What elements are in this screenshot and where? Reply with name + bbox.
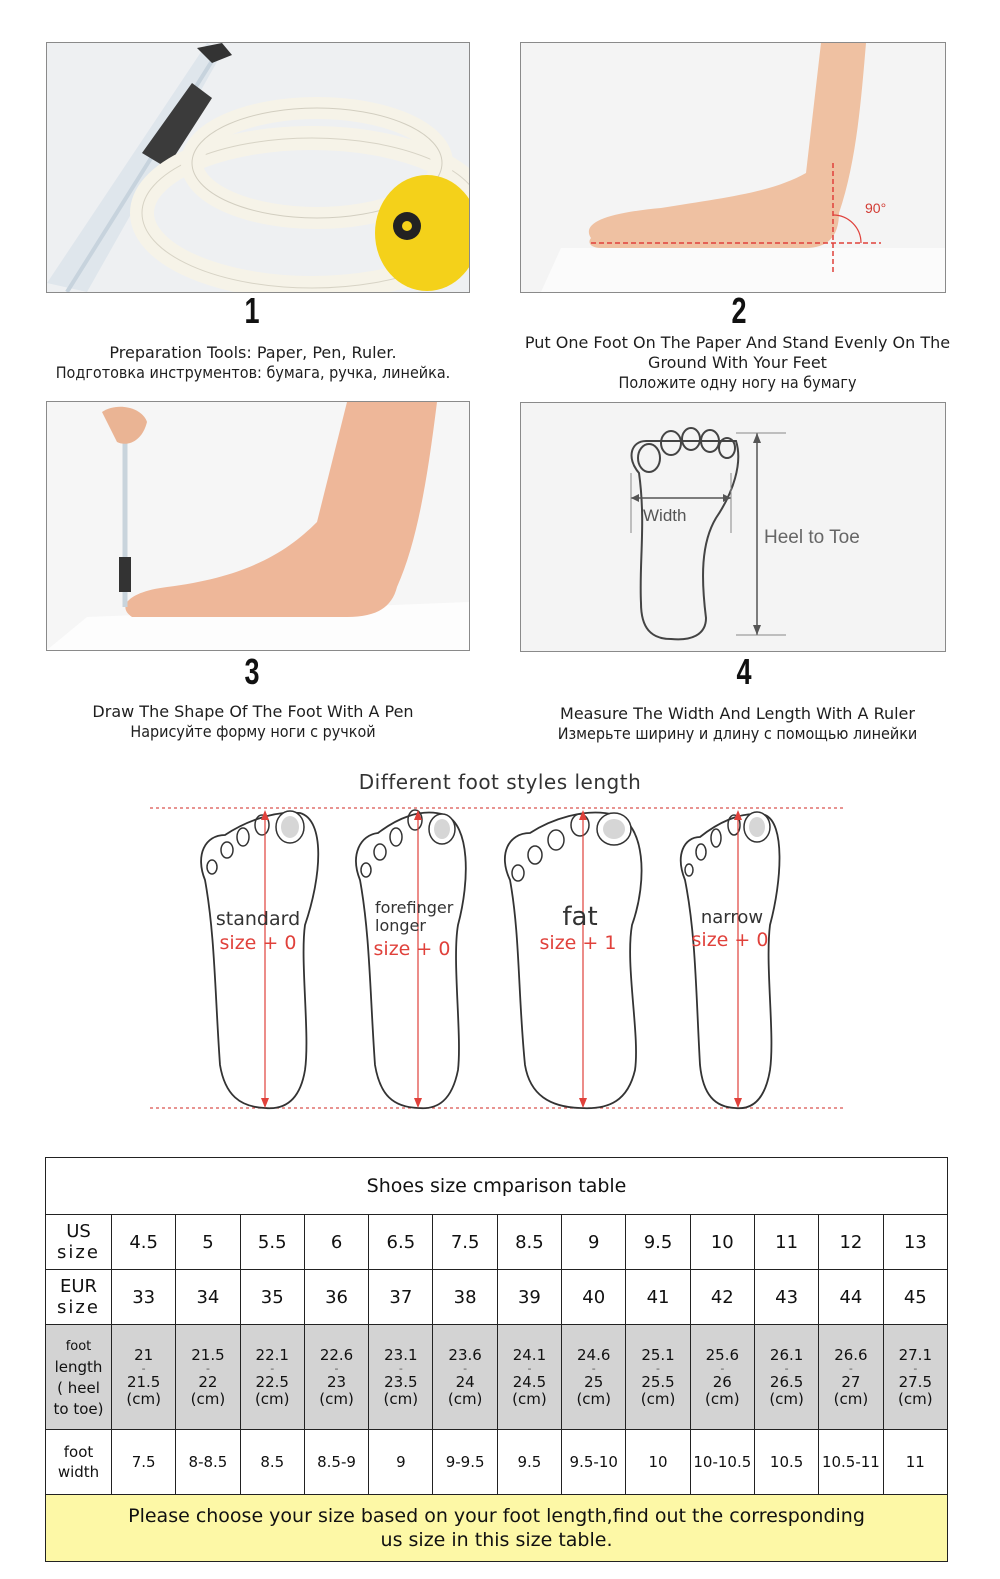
width-cell: 9-9.5: [433, 1430, 497, 1495]
us-cell: 11: [754, 1215, 818, 1270]
length-cell: 23.6 - 24 (cm): [433, 1325, 497, 1430]
length-cell: 25.6 - 26 (cm): [690, 1325, 754, 1430]
width-label: Width: [643, 506, 687, 525]
eur-cell: 42: [690, 1270, 754, 1325]
us-cell: 13: [883, 1215, 947, 1270]
table-row-foot-width: [46, 1430, 948, 1495]
svg-text:standard: standard: [215, 908, 301, 930]
eur-cell: 39: [497, 1270, 561, 1325]
step-3-caption: Draw The Shape Of The Foot With A Pen Нарисуйте форму ноги с ручкой: [92, 702, 414, 741]
eur-cell: 36: [304, 1270, 368, 1325]
length-cell: 26.6 - 27 (cm): [819, 1325, 883, 1430]
angle-label: 90°: [865, 200, 887, 216]
svg-text:forefinger: forefinger: [375, 898, 454, 917]
svg-text:size + 0: size + 0: [373, 938, 451, 960]
width-cell: 10.5-11: [819, 1430, 883, 1495]
width-cell: 10-10.5: [690, 1430, 754, 1495]
svg-text:narrow: narrow: [700, 907, 764, 928]
svg-text:longer: longer: [375, 916, 426, 935]
width-cell: 9.5-10: [562, 1430, 626, 1495]
svg-text:fat: fat: [562, 902, 598, 932]
eur-cell: 34: [176, 1270, 240, 1325]
width-cell: 9: [369, 1430, 433, 1495]
eur-cell: 43: [754, 1270, 818, 1325]
width-cell: 10: [626, 1430, 690, 1495]
eur-cell: 38: [433, 1270, 497, 1325]
eur-cell: 41: [626, 1270, 690, 1325]
eur-cell: 35: [240, 1270, 304, 1325]
us-size-header: US size: [46, 1215, 112, 1270]
svg-text:size + 0: size + 0: [691, 929, 769, 951]
foot-styles-diagram: [0, 795, 1000, 1125]
foot-length-header: foot length ( heel to toe): [46, 1325, 112, 1430]
eur-cell: 40: [562, 1270, 626, 1325]
foot-width-header: foot width: [46, 1430, 112, 1495]
length-cell: 21.5 - 22 (cm): [176, 1325, 240, 1430]
length-cell: 21 - 21.5 (cm): [112, 1325, 176, 1430]
eur-cell: 45: [883, 1270, 947, 1325]
width-cell: 8.5-9: [304, 1430, 368, 1495]
step-2-caption: Put One Foot On The Paper And Stand Evenly On The Ground With Your Feet Положите одну ногу на бумагу: [524, 333, 951, 392]
width-cell: 8-8.5: [176, 1430, 240, 1495]
foot-narrow: [681, 810, 780, 1108]
us-cell: 6: [304, 1215, 368, 1270]
eur-size-header: EUR size: [46, 1270, 112, 1325]
us-cell: 9.5: [626, 1215, 690, 1270]
foot-fat: [505, 810, 642, 1108]
length-cell: 22.1 - 22.5 (cm): [240, 1325, 304, 1430]
step-1-caption: Preparation Tools: Paper, Pen, Ruler. Подготовка инструментов: бумага, ручка, линейка.: [55, 343, 451, 382]
svg-text:size + 0: size + 0: [219, 932, 297, 954]
heel-to-toe-label: Heel to Toe: [764, 527, 860, 548]
step-1-number: 1: [244, 290, 260, 331]
length-cell: 23.1 - 23.5 (cm): [369, 1325, 433, 1430]
us-cell: 8.5: [497, 1215, 561, 1270]
length-cell: 24.6 - 25 (cm): [562, 1325, 626, 1430]
step-2-number: 2: [731, 290, 747, 331]
size-advice-note: Please choose your size based on your foot length,find out the corresponding us size in this size table.: [46, 1495, 948, 1562]
photo-measure-diagram: [520, 402, 946, 652]
eur-cell: 44: [819, 1270, 883, 1325]
length-cell: 25.1 - 25.5 (cm): [626, 1325, 690, 1430]
width-cell: 9.5: [497, 1430, 561, 1495]
foot-forefinger-longer: [356, 810, 466, 1108]
us-cell: 4.5: [112, 1215, 176, 1270]
width-cell: 11: [883, 1430, 947, 1495]
us-cell: 10: [690, 1215, 754, 1270]
table-row-foot-length: [46, 1325, 948, 1430]
eur-cell: 33: [112, 1270, 176, 1325]
us-cell: 9: [562, 1215, 626, 1270]
table-row-eur-size: [46, 1270, 948, 1325]
us-cell: 12: [819, 1215, 883, 1270]
width-cell: 7.5: [112, 1430, 176, 1495]
us-cell: 6.5: [369, 1215, 433, 1270]
photo-foot-on-paper: [520, 42, 946, 293]
step-4-number: 4: [736, 651, 752, 692]
length-cell: 27.1 - 27.5 (cm): [883, 1325, 947, 1430]
photo-preparation-tools: [46, 42, 470, 293]
foot-standard: [201, 810, 318, 1108]
table-row-us-size: [46, 1215, 948, 1270]
width-cell: 10.5: [754, 1430, 818, 1495]
eur-cell: 37: [369, 1270, 433, 1325]
svg-text:size + 1: size + 1: [539, 932, 617, 954]
width-cell: 8.5: [240, 1430, 304, 1495]
step-4-caption: Measure The Width And Length With A Ruler Измерьте ширину и длину с помощью линейки: [557, 704, 918, 743]
size-comparison-table: [45, 1157, 948, 1562]
us-cell: 5.5: [240, 1215, 304, 1270]
foot-styles-title: Different foot styles length: [358, 770, 642, 794]
us-cell: 5: [176, 1215, 240, 1270]
photo-draw-foot: [46, 401, 470, 651]
us-cell: 7.5: [433, 1215, 497, 1270]
length-cell: 22.6 - 23 (cm): [304, 1325, 368, 1430]
length-cell: 24.1 - 24.5 (cm): [497, 1325, 561, 1430]
size-table-title: Shoes size cmparison table: [46, 1158, 948, 1215]
length-cell: 26.1 - 26.5 (cm): [754, 1325, 818, 1430]
step-3-number: 3: [244, 651, 260, 692]
